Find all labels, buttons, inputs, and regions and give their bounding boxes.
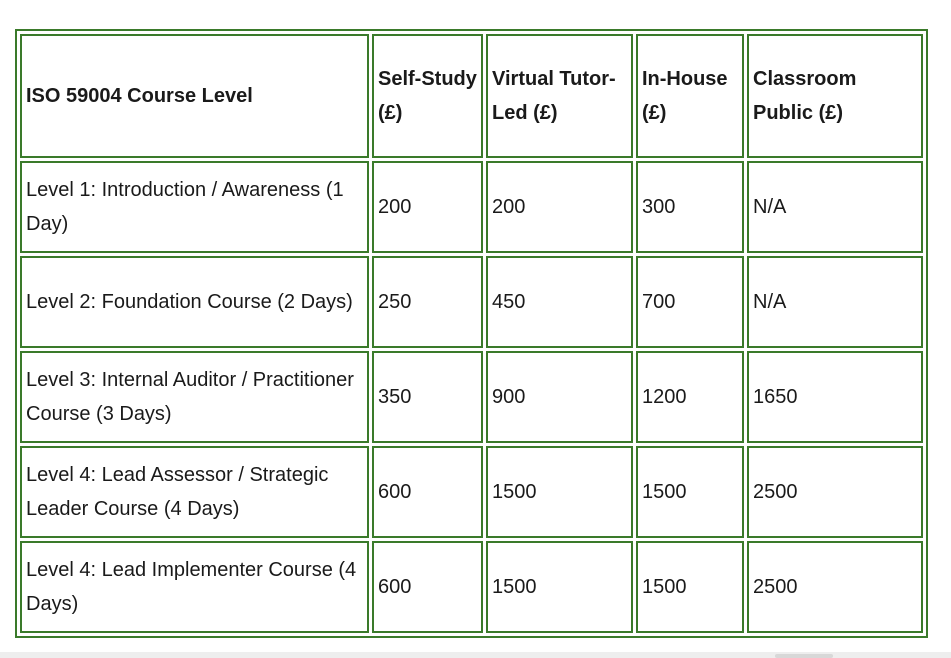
- course-level-cell: Level 3: Internal Auditor / Practitioner Course (3 Days): [20, 351, 369, 443]
- table-row: [20, 541, 923, 633]
- virtual-tutor-led-price: 1500: [486, 541, 633, 633]
- table-row: [20, 351, 923, 443]
- classroom-public-price: 2500: [747, 446, 923, 538]
- virtual-tutor-led-price: 200: [486, 161, 633, 253]
- in-house-price: 700: [636, 256, 744, 348]
- self-study-price: 600: [372, 541, 483, 633]
- table-row: [20, 161, 923, 253]
- table-row: [20, 256, 923, 348]
- course-level-cell: Level 2: Foundation Course (2 Days): [20, 256, 369, 348]
- horizontal-scrollbar-thumb[interactable]: [775, 654, 833, 658]
- in-house-price: 300: [636, 161, 744, 253]
- header-self-study: Self-Study (£): [372, 34, 483, 158]
- in-house-price: 1500: [636, 541, 744, 633]
- course-level-cell: Level 4: Lead Assessor / Strategic Leader Course (4 Days): [20, 446, 369, 538]
- virtual-tutor-led-price: 1500: [486, 446, 633, 538]
- classroom-public-price: N/A: [747, 256, 923, 348]
- course-pricing-table: [15, 29, 928, 638]
- header-in-house: In-House (£): [636, 34, 744, 158]
- in-house-price: 1200: [636, 351, 744, 443]
- classroom-public-price: N/A: [747, 161, 923, 253]
- classroom-public-price: 2500: [747, 541, 923, 633]
- self-study-price: 200: [372, 161, 483, 253]
- table-row: [20, 446, 923, 538]
- header-virtual-tutor-led: Virtual Tutor-Led (£): [486, 34, 633, 158]
- virtual-tutor-led-price: 900: [486, 351, 633, 443]
- course-level-cell: Level 4: Lead Implementer Course (4 Days): [20, 541, 369, 633]
- self-study-price: 250: [372, 256, 483, 348]
- header-classroom-public: Classroom Public (£): [747, 34, 923, 158]
- table-header-row: [20, 34, 923, 158]
- in-house-price: 1500: [636, 446, 744, 538]
- classroom-public-price: 1650: [747, 351, 923, 443]
- header-course-level: ISO 59004 Course Level: [20, 34, 369, 158]
- course-level-cell: Level 1: Introduction / Awareness (1 Day): [20, 161, 369, 253]
- self-study-price: 350: [372, 351, 483, 443]
- self-study-price: 600: [372, 446, 483, 538]
- pricing-table-container: [15, 29, 928, 638]
- virtual-tutor-led-price: 450: [486, 256, 633, 348]
